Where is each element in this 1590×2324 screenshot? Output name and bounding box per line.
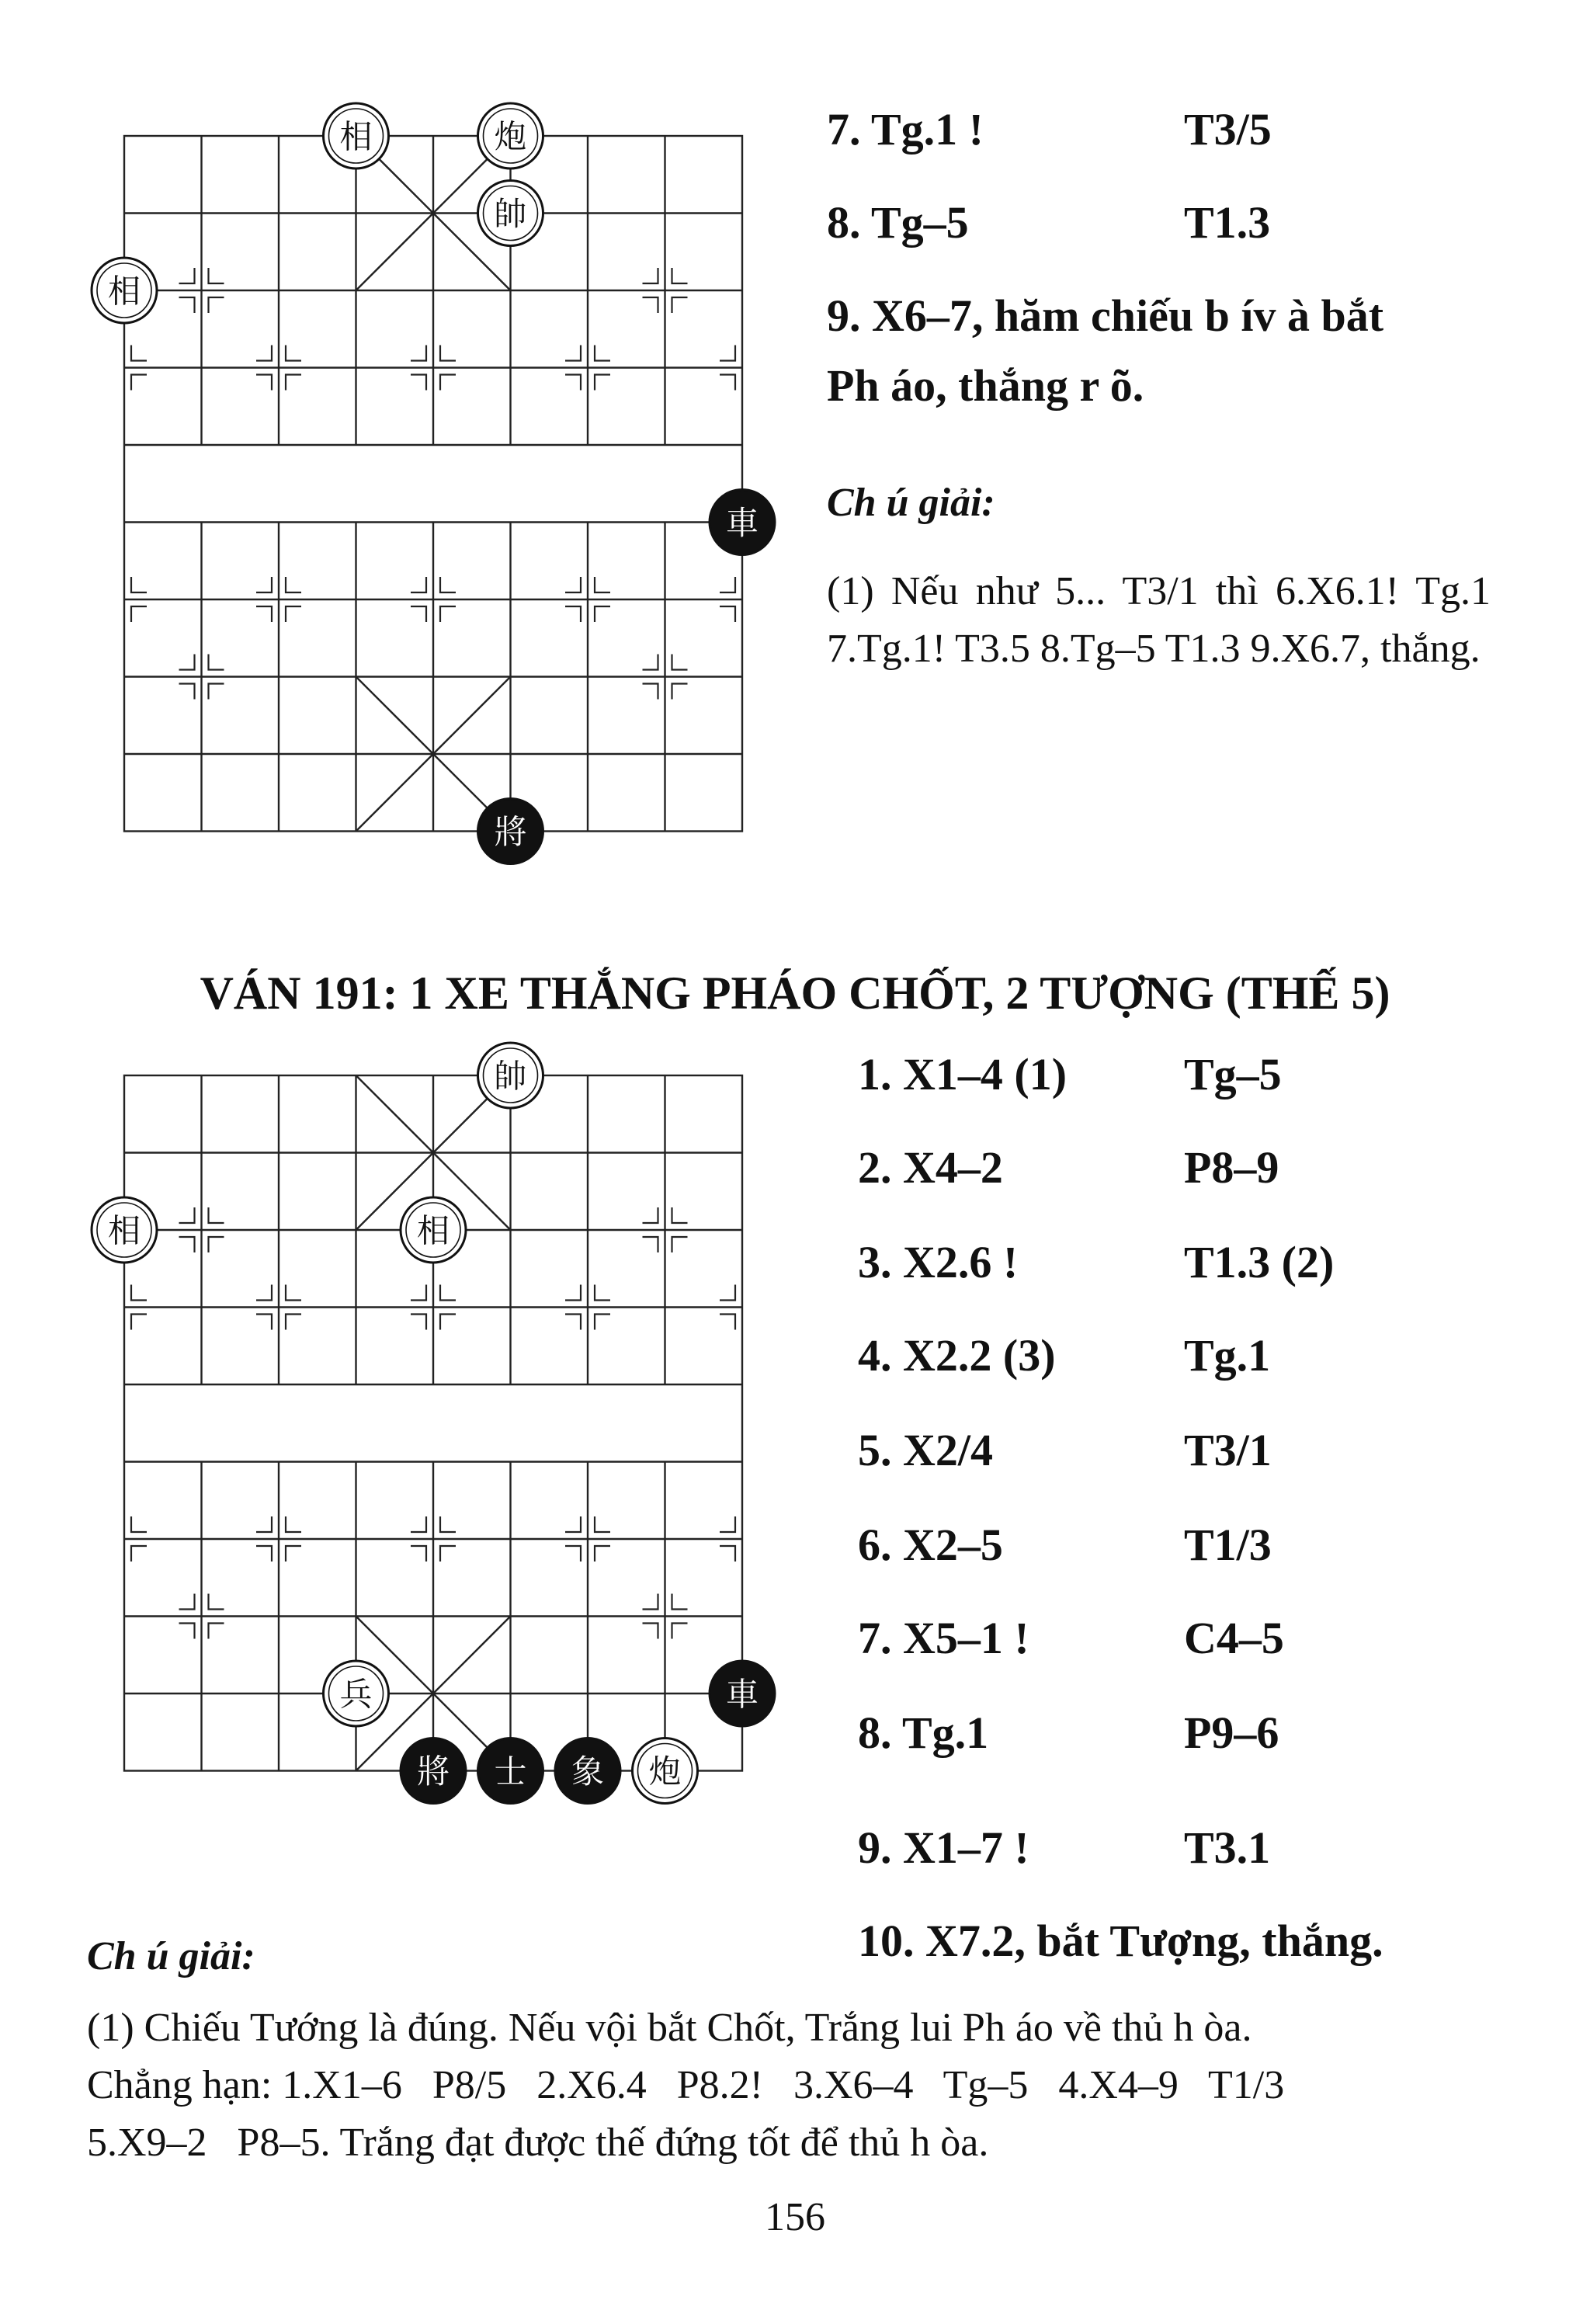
position-marker [286, 1516, 301, 1532]
black-general-piece [401, 1739, 466, 1804]
move-black: C4–5 [1184, 1613, 1284, 1663]
position-marker [286, 346, 301, 361]
red-soldier-piece [324, 1661, 389, 1726]
position-marker [440, 1546, 456, 1561]
position-marker [256, 1315, 272, 1330]
move-black: T3.1 [1184, 1822, 1271, 1873]
position-marker [256, 375, 272, 391]
position-marker [672, 1594, 688, 1610]
position-marker [411, 375, 426, 391]
move-white: 5. X2/4 [858, 1425, 993, 1475]
position-marker [565, 1315, 581, 1330]
black-general-piece [478, 799, 543, 864]
position-marker [595, 346, 610, 361]
move-black: Tg–5 [1184, 1049, 1282, 1099]
board-grid [124, 1075, 742, 1771]
piece-label: 兵 [339, 1675, 373, 1714]
position-marker [672, 297, 688, 313]
position-marker [286, 375, 301, 391]
position-marker [643, 268, 658, 283]
position-marker [256, 606, 272, 622]
position-marker [286, 1315, 301, 1330]
move-black: T3/1 [1184, 1425, 1272, 1475]
move-black: T1.3 (2) [1184, 1237, 1335, 1287]
position-marker [131, 1285, 147, 1301]
move-white: 8. Tg–5 [827, 197, 969, 248]
position-marker [209, 268, 224, 283]
piece-label: 炮 [648, 1753, 682, 1791]
position-marker [440, 346, 456, 361]
position-marker [209, 655, 224, 670]
piece-label: 帥 [494, 195, 527, 233]
position-marker [440, 1315, 456, 1330]
position-marker [179, 684, 195, 700]
position-marker [672, 684, 688, 700]
xiangqi-board-1 [78, 93, 807, 870]
position-marker [411, 606, 426, 622]
xiangqi-board-2 [78, 1033, 807, 1809]
position-marker [565, 1516, 581, 1532]
position-marker [131, 1546, 147, 1561]
move-line: 9. X6–7, hăm chiếu b ív à bắt [827, 290, 1384, 341]
red-general-piece [478, 1043, 543, 1108]
position-marker [256, 1285, 272, 1301]
piece-label: 車 [725, 1675, 759, 1714]
move-black: T1.3 [1184, 197, 1271, 248]
piece-label: 將 [416, 1753, 450, 1791]
position-marker [720, 577, 735, 592]
black-chariot-piece [710, 1661, 775, 1726]
position-marker [256, 1516, 272, 1532]
move-line: Ph áo, thắng r õ. [827, 360, 1144, 411]
position-marker [179, 1624, 195, 1639]
move-white: 8. Tg.1 [858, 1707, 989, 1758]
position-marker [672, 1237, 688, 1252]
note-title: Ch ú giải: [827, 481, 995, 525]
position-marker [565, 1546, 581, 1561]
position-marker [672, 268, 688, 283]
position-marker [286, 1285, 301, 1301]
move-white: 3. X2.6 ! [858, 1237, 1019, 1287]
position-marker [643, 1237, 658, 1252]
piece-label: 車 [725, 504, 759, 542]
position-marker [209, 1594, 224, 1610]
piece-label: 士 [494, 1753, 527, 1791]
black-chariot-piece [710, 490, 775, 555]
note-text: (1) Nếu như 5... T3/1 thì 6.X6.1! Tg.1 7.Tg.1! T3.5 8.Tg–5 T1.3 9.X6.7, thắng. [827, 569, 1491, 671]
position-marker [131, 577, 147, 592]
position-marker [209, 684, 224, 700]
position-marker [286, 1546, 301, 1561]
position-marker [131, 1516, 147, 1532]
position-marker [720, 1546, 735, 1561]
note-title: Ch ú giải: [87, 1934, 255, 1978]
position-marker [565, 346, 581, 361]
piece-label: 相 [107, 1211, 141, 1250]
position-marker [643, 655, 658, 670]
position-marker [411, 577, 426, 592]
position-marker [720, 1315, 735, 1330]
position-marker [179, 1237, 195, 1252]
position-marker [565, 577, 581, 592]
position-marker [411, 346, 426, 361]
position-marker [209, 297, 224, 313]
move-black: Tg.1 [1184, 1330, 1271, 1381]
position-marker [131, 375, 147, 391]
position-marker [672, 1207, 688, 1223]
position-marker [179, 268, 195, 283]
position-marker [565, 606, 581, 622]
note-line: Chẳng hạn: 1.X1–6 P8/5 2.X6.4 P8.2! 3.X6–4 Tg–5 4.X4–9 T1/3 [87, 2062, 1285, 2107]
position-marker [411, 1546, 426, 1561]
position-marker [179, 297, 195, 313]
note-text [87, 1999, 1492, 2171]
position-marker [411, 1285, 426, 1301]
note-line: (1) Chiếu Tướng là đúng. Nếu vội bắt Chốt, Trắng lui Ph áo về thủ h òa. [87, 2006, 1252, 2050]
position-marker [286, 606, 301, 622]
position-marker [440, 577, 456, 592]
position-marker [720, 1285, 735, 1301]
red-elephant-piece [401, 1197, 466, 1263]
move-white: 1. X1–4 (1) [858, 1049, 1068, 1099]
piece-label: 帥 [494, 1057, 527, 1096]
piece-label: 相 [416, 1211, 450, 1250]
position-marker [209, 1624, 224, 1639]
move-line: 10. X7.2, bắt Tượng, thắng. [858, 1916, 1383, 1966]
piece-label: 炮 [494, 117, 527, 156]
position-marker [131, 606, 147, 622]
move-white: 7. X5–1 ! [858, 1613, 1029, 1663]
move-black: T1/3 [1184, 1520, 1272, 1570]
move-white: 7. Tg.1 ! [827, 104, 984, 155]
position-marker [720, 375, 735, 391]
red-elephant-piece [324, 103, 389, 168]
position-marker [286, 577, 301, 592]
position-marker [595, 1285, 610, 1301]
position-marker [720, 346, 735, 361]
position-marker [179, 1207, 195, 1223]
red-cannon-piece [478, 103, 543, 168]
position-marker [256, 1546, 272, 1561]
position-marker [643, 1594, 658, 1610]
position-marker [595, 1546, 610, 1561]
position-marker [411, 1516, 426, 1532]
red-elephant-piece [92, 1197, 157, 1263]
position-marker [720, 1516, 735, 1532]
position-marker [643, 297, 658, 313]
move-black: P8–9 [1184, 1142, 1279, 1193]
position-marker [411, 1315, 426, 1330]
position-marker [440, 1285, 456, 1301]
move-white: 6. X2–5 [858, 1520, 1003, 1570]
position-marker [643, 684, 658, 700]
red-cannon-piece [633, 1739, 698, 1804]
move-white: 2. X4–2 [858, 1142, 1003, 1193]
black-elephant-piece [555, 1739, 620, 1804]
black-advisor-piece [478, 1739, 543, 1804]
position-marker [595, 1315, 610, 1330]
game-title: VÁN 191: 1 XE THẮNG PHÁO CHỐT, 2 TƯỢNG (THẾ 5) [200, 967, 1390, 1019]
position-marker [440, 1516, 456, 1532]
position-marker [565, 1285, 581, 1301]
position-marker [720, 606, 735, 622]
position-marker [209, 1237, 224, 1252]
position-marker [256, 346, 272, 361]
position-marker [643, 1624, 658, 1639]
move-black: T3/5 [1184, 104, 1272, 155]
position-marker [179, 1594, 195, 1610]
move-black: P9–6 [1184, 1707, 1279, 1758]
move-white: 9. X1–7 ! [858, 1822, 1029, 1873]
position-marker [595, 606, 610, 622]
piece-label: 象 [571, 1753, 605, 1791]
red-elephant-piece [92, 258, 157, 323]
position-marker [595, 577, 610, 592]
position-marker [209, 1207, 224, 1223]
note-line: 5.X9–2 P8–5. Trắng đạt được thế đứng tốt để thủ h òa. [87, 2120, 989, 2165]
position-marker [595, 1516, 610, 1532]
position-marker [643, 1207, 658, 1223]
position-marker [672, 1624, 688, 1639]
position-marker [131, 1315, 147, 1330]
position-marker [179, 655, 195, 670]
position-marker [256, 577, 272, 592]
piece-label: 將 [494, 813, 527, 851]
red-general-piece [478, 181, 543, 246]
position-marker [440, 375, 456, 391]
position-marker [672, 655, 688, 670]
page-number: 156 [765, 2195, 825, 2239]
board-grid [124, 136, 742, 832]
position-marker [565, 375, 581, 391]
position-marker [131, 346, 147, 361]
position-marker [595, 375, 610, 391]
piece-label: 相 [339, 117, 373, 156]
piece-label: 相 [107, 272, 141, 311]
move-white: 4. X2.2 (3) [858, 1330, 1056, 1381]
position-marker [440, 606, 456, 622]
